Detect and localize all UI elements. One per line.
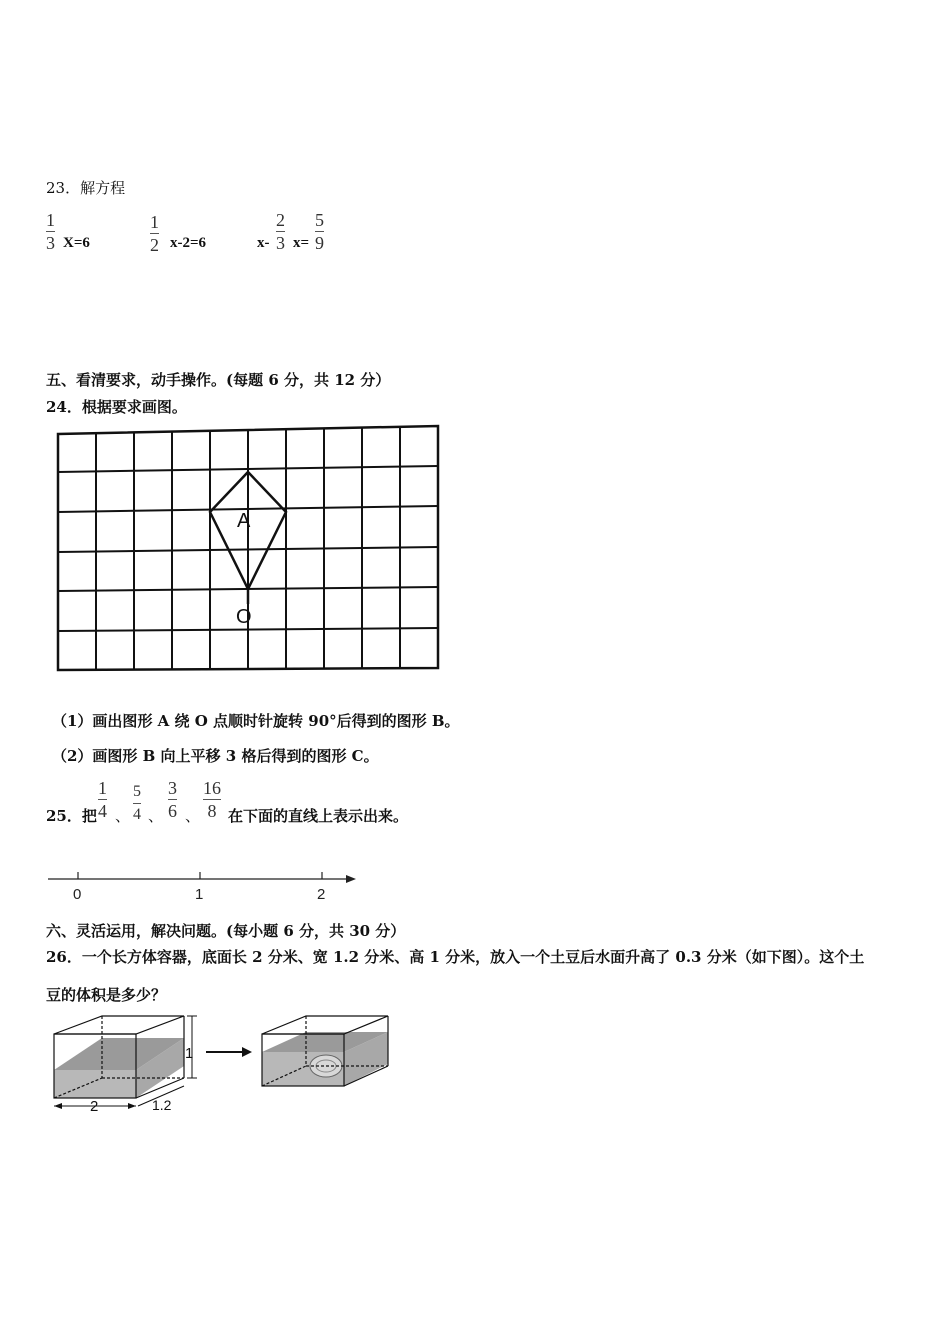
denominator: 4	[98, 801, 107, 821]
numerator: 3	[168, 778, 177, 798]
fraction	[150, 212, 159, 255]
arrow-right-icon	[242, 1047, 252, 1057]
fraction	[133, 782, 141, 825]
box-after	[262, 1016, 388, 1086]
denominator: 3	[46, 233, 55, 253]
grid-figure	[50, 420, 450, 675]
numerator: 5	[133, 783, 141, 800]
separator: 、	[185, 807, 201, 825]
separator: 、	[115, 807, 131, 825]
numerator: 16	[203, 778, 221, 798]
fraction	[46, 210, 55, 253]
equation-rest: X=6	[63, 235, 90, 251]
q24-title: 24．根据要求画图。	[46, 398, 187, 416]
tick-label-0: 0	[73, 886, 82, 903]
q26-line-1: 26．一个长方体容器，底面长 2 分米、宽 1.2 分米、高 1 分米，放入一个土豆后水面升高了 0.3 分米（如下图）。这个土	[46, 948, 865, 966]
denominator: 8	[207, 801, 217, 821]
fraction	[98, 778, 107, 821]
q24-task-1: （1）画出图形 A 绕 O 点顺时针旋转 90°后得到的图形 B。	[52, 712, 460, 730]
container-figure	[46, 1014, 398, 1122]
q25-suffix: 在下面的直线上表示出来。	[228, 807, 409, 825]
equation-prefix: x-	[257, 235, 270, 251]
equation-mid: x=	[293, 235, 310, 251]
denominator: 6	[168, 801, 177, 821]
denominator: 3	[276, 233, 285, 253]
tick-label-1: 1	[195, 886, 204, 903]
height-label: 1	[185, 1045, 194, 1062]
denominator: 2	[150, 235, 159, 255]
box-before	[54, 1016, 197, 1115]
numerator: 5	[315, 210, 324, 230]
denominator: 4	[133, 806, 141, 823]
number-line	[40, 864, 370, 906]
fraction	[203, 778, 221, 821]
tick-label-2: 2	[317, 886, 326, 903]
equation-rest: x-2=6	[170, 235, 207, 251]
fraction	[276, 210, 285, 253]
length-label: 2	[90, 1098, 99, 1115]
label-a: A	[237, 510, 251, 532]
q25-prefix: 25．把	[46, 807, 97, 825]
numerator: 1	[46, 210, 55, 230]
arrow-right-icon	[346, 875, 356, 883]
separator: 、	[148, 807, 164, 825]
numerator: 1	[150, 212, 159, 232]
fraction	[168, 778, 177, 821]
q23-title: 23．解方程	[46, 179, 126, 197]
fraction	[315, 210, 324, 253]
q26-line-2: 豆的体积是多少？	[46, 986, 167, 1004]
numerator: 1	[98, 778, 107, 798]
section-5-title: 五、看清要求，动手操作。(每题 6 分，共 12 分）	[46, 371, 391, 389]
section-6-title: 六、灵活运用，解决问题。(每小题 6 分，共 30 分）	[46, 922, 406, 940]
q24-task-2: （2）画图形 B 向上平移 3 格后得到的图形 C。	[52, 747, 379, 765]
denominator: 9	[315, 233, 324, 253]
numerator: 2	[276, 210, 285, 230]
label-o: O	[236, 606, 252, 628]
width-label: 1.2	[152, 1097, 172, 1113]
